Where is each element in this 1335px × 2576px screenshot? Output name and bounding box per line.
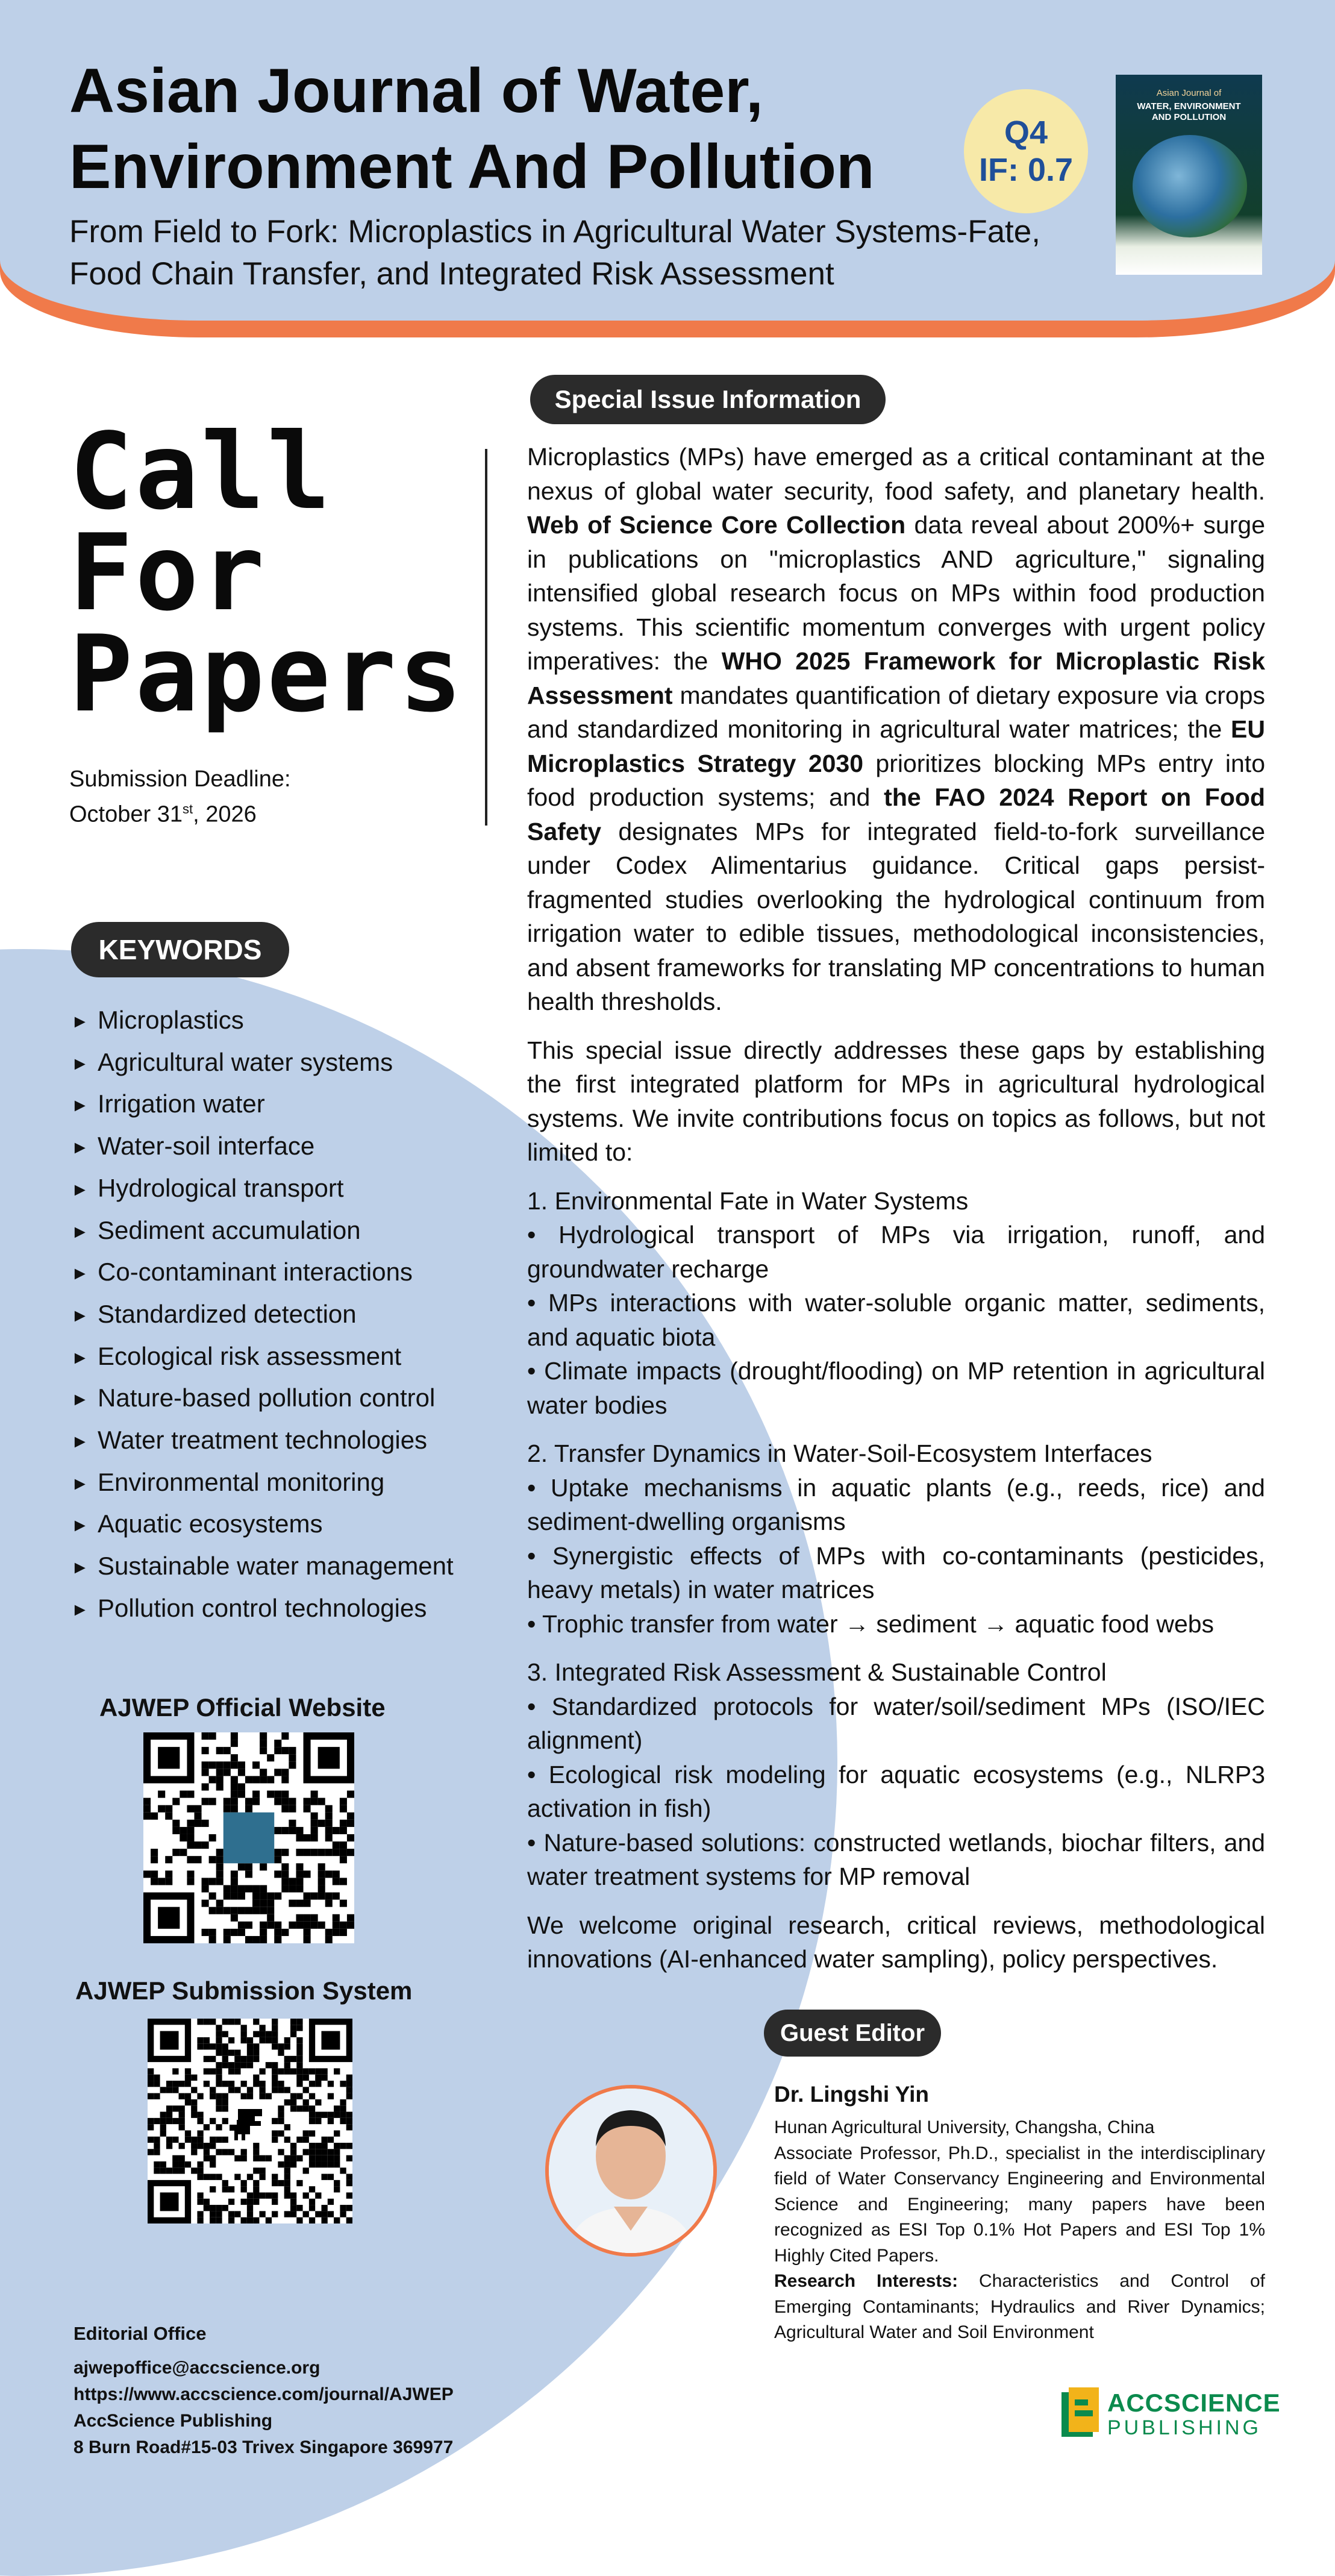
journal-title bbox=[69, 53, 973, 205]
keyword-text: Sustainable water management bbox=[98, 1552, 454, 1581]
editorial-office-heading: Editorial Office bbox=[73, 2323, 207, 2344]
topic-section bbox=[527, 1655, 1265, 1894]
publisher-logo-icon bbox=[1059, 2386, 1101, 2440]
keyword-text: Irrigation water bbox=[98, 1089, 265, 1118]
triangle-bullet-icon: ► bbox=[71, 1221, 89, 1242]
special-issue-body bbox=[527, 440, 1265, 1991]
publisher-name: AccScience Publishing bbox=[73, 2411, 273, 2431]
keyword-item bbox=[71, 1588, 454, 1631]
intro-text-4: prioritizes blocking MPs entry into food production systems; and bbox=[527, 749, 1265, 811]
keyword-item bbox=[71, 1211, 454, 1253]
topic-section-title: 1. Environmental Fate in Water Systems bbox=[527, 1186, 969, 1215]
topic-sections bbox=[527, 1184, 1265, 1894]
guest-editor-affiliation: Hunan Agricultural University, Changsha, China bbox=[774, 2117, 1155, 2137]
column-divider bbox=[485, 449, 487, 826]
triangle-bullet-icon: ► bbox=[71, 1179, 89, 1200]
accscience-logo bbox=[1059, 2386, 1281, 2440]
editorial-url-link[interactable]: https://www.accscience.com/journal/AJWEP bbox=[73, 2384, 454, 2404]
triangle-bullet-icon: ► bbox=[71, 1305, 89, 1326]
keyword-item bbox=[71, 1337, 454, 1379]
topic-bullet-item: • Uptake mechanisms in aquatic plants (e.g., reeds, rice) and sediment-dwelling organisms bbox=[527, 1473, 1265, 1535]
keyword-text: Sediment accumulation bbox=[98, 1215, 361, 1244]
topic-section bbox=[527, 1184, 1265, 1423]
keyword-text: Pollution control technologies bbox=[98, 1593, 427, 1622]
keyword-text: Microplastics bbox=[98, 1006, 244, 1034]
keyword-item bbox=[71, 1000, 454, 1042]
triangle-bullet-icon: ► bbox=[71, 1390, 89, 1410]
topic-section-title: 2. Transfer Dynamics in Water-Soil-Ecosystem Interfaces bbox=[527, 1440, 1152, 1467]
deadline-label: Submission Deadline: bbox=[69, 766, 291, 792]
triangle-bullet-icon: ► bbox=[71, 1347, 89, 1368]
logo-text-line1: ACCSCIENCE bbox=[1107, 2389, 1281, 2417]
journal-cover-image bbox=[1116, 75, 1262, 275]
keyword-text: Aquatic ecosystems bbox=[98, 1509, 323, 1538]
special-issue-title-line1: From Field to Fork: Microplastics in Agricultural Water Systems-Fate, bbox=[69, 214, 1040, 249]
editorial-email-link[interactable]: ajwepoffice@accscience.org bbox=[73, 2358, 320, 2378]
deadline-month: October 31 bbox=[69, 801, 183, 827]
triangle-bullet-icon: ► bbox=[71, 1515, 89, 1536]
cover-title-line3: AND POLLUTION bbox=[1151, 112, 1227, 122]
intro-text-1: Microplastics (MPs) have emerged as a critical contaminant at the nexus of global water security, food safety, and planetary health. bbox=[527, 443, 1265, 505]
special-issue-heading: Special Issue Information bbox=[530, 375, 886, 424]
triangle-bullet-icon: ► bbox=[71, 1473, 89, 1494]
triangle-bullet-icon: ► bbox=[71, 1053, 89, 1074]
keyword-item bbox=[71, 1042, 454, 1085]
keyword-text: Environmental monitoring bbox=[98, 1467, 385, 1496]
deadline-ordinal: st bbox=[183, 801, 193, 816]
keyword-item bbox=[71, 1462, 454, 1505]
cover-title-line2: WATER, ENVIRONMENT bbox=[1137, 101, 1241, 111]
intro-paragraph bbox=[527, 440, 1265, 1019]
intro-bold-eu: EU Microplastics Strategy 2030 bbox=[527, 715, 1265, 777]
editorial-office-details bbox=[73, 2355, 454, 2461]
keyword-item bbox=[71, 1168, 454, 1211]
topic-bullet-item: • Standardized protocols for water/soil/sediment MPs (ISO/IEC alignment) bbox=[527, 1692, 1265, 1754]
keyword-item bbox=[71, 1546, 454, 1588]
guest-editor-description: Associate Professor, Ph.D., specialist in the interdisciplinary field of Water Conservancy Engineering and Environmental Science and Engineering; many papers have been recognized as ESI Top 0.1% Hot Papers and ESI Top 1% Highly Cited Papers. bbox=[774, 2143, 1265, 2266]
triangle-bullet-icon: ► bbox=[71, 1138, 89, 1158]
keyword-item bbox=[71, 1252, 454, 1294]
intro-text-5: designates MPs for integrated field-to-fork surveillance under Codex Alimentarius guidance. Critical gaps persist-fragmented studies overlooking the hydrological continuum from irrigation water to edible tissues, methodological inconsistencies, and absent frameworks for translating MP concentrations to human health thresholds. bbox=[527, 817, 1265, 1015]
intro-bold-who: WHO 2025 Framework for Microplastic Risk Assessment bbox=[527, 647, 1266, 709]
keywords-heading: KEYWORDS bbox=[71, 922, 289, 977]
keyword-item bbox=[71, 1084, 454, 1126]
intro-text-2: data reveal about 200%+ surge in publications on "microplastics AND agriculture," signaling intensified global research focus on MPs within food production systems. This scientific momentum converges with urgent policy imperatives: the bbox=[527, 511, 1265, 675]
keyword-item bbox=[71, 1294, 454, 1337]
deadline-year: , 2026 bbox=[193, 801, 257, 827]
globe-icon bbox=[1133, 135, 1247, 237]
triangle-bullet-icon: ► bbox=[71, 1012, 89, 1032]
cfp-line3: Papers bbox=[69, 613, 465, 736]
research-interests-label: Research Interests: bbox=[774, 2271, 958, 2291]
journal-title-line1: Asian Journal of Water, bbox=[69, 56, 763, 126]
cover-title-lines bbox=[1116, 101, 1262, 123]
intro-bold-wos: Web of Science Core Collection bbox=[527, 511, 906, 539]
logo-text-line2: PUBLISHING bbox=[1107, 2416, 1262, 2439]
topic-section-title: 3. Integrated Risk Assessment & Sustainable Control bbox=[527, 1658, 1107, 1686]
topic-bullet-item: • Ecological risk modeling for aquatic ecosystems (e.g., NLRP3 activation in fish) bbox=[527, 1760, 1265, 1822]
person-icon bbox=[549, 2089, 713, 2253]
cfp-line1: Call bbox=[69, 411, 333, 533]
guest-editor-heading: Guest Editor bbox=[764, 2010, 941, 2057]
keyword-text: Water treatment technologies bbox=[98, 1426, 428, 1455]
cover-title-line1: Asian Journal of bbox=[1156, 88, 1222, 98]
scope-paragraph: This special issue directly addresses these gaps by establishing the first integrated platform for MPs in agricultural hydrological systems. We invite contributions focus on topics as follows, but not limited to: bbox=[527, 1036, 1265, 1166]
intro-text-3: mandates quantification of dietary exposure via crops and standardized monitoring in agricultural water matrices; the bbox=[527, 681, 1265, 743]
keyword-text: Hydrological transport bbox=[98, 1173, 344, 1202]
website-title: AJWEP Official Website bbox=[99, 1693, 386, 1722]
guest-editor-bio bbox=[774, 2115, 1265, 2346]
keyword-text: Standardized detection bbox=[98, 1299, 357, 1328]
impact-factor-badge bbox=[964, 89, 1088, 213]
impact-factor-label: IF: 0.7 bbox=[978, 152, 1074, 188]
triangle-bullet-icon: ► bbox=[71, 1264, 89, 1284]
keyword-item bbox=[71, 1504, 454, 1546]
quartile-label: Q4 bbox=[1004, 114, 1048, 151]
special-issue-title-line2: Food Chain Transfer, and Integrated Risk Assessment bbox=[69, 256, 834, 292]
intro-bold-fao: the FAO 2024 Report on Food Safety bbox=[527, 783, 1265, 845]
topic-section bbox=[527, 1437, 1265, 1641]
submission-qr-code-icon[interactable] bbox=[148, 2019, 352, 2223]
deadline-date bbox=[69, 794, 257, 830]
triangle-bullet-icon: ► bbox=[71, 1095, 89, 1116]
keyword-item bbox=[71, 1126, 454, 1168]
journal-title-line2: Environment And Pollution bbox=[69, 132, 875, 202]
topic-bullet-item: • Trophic transfer from water → sediment → aquatic food webs bbox=[527, 1609, 1215, 1638]
keyword-text: Agricultural water systems bbox=[98, 1047, 393, 1076]
call-for-papers-heading bbox=[69, 411, 465, 736]
guest-editor-name: Dr. Lingshi Yin bbox=[774, 2082, 929, 2107]
triangle-bullet-icon: ► bbox=[71, 1558, 89, 1578]
keyword-text: Nature-based pollution control bbox=[98, 1384, 436, 1412]
keywords-list bbox=[71, 1000, 454, 1631]
topic-bullet-item: • Synergistic effects of MPs with co-contaminants (pesticides, heavy metals) in water matrices bbox=[527, 1541, 1265, 1603]
triangle-bullet-icon: ► bbox=[71, 1599, 89, 1620]
topic-bullet-item: • Hydrological transport of MPs via irrigation, runoff, and groundwater recharge bbox=[527, 1221, 1265, 1283]
triangle-bullet-icon: ► bbox=[71, 1432, 89, 1452]
guest-editor-photo bbox=[545, 2085, 717, 2257]
research-interests-text: Characteristics and Control of Emerging Contaminants; Hydraulics and River Dynamics; Agricultural Water and Soil Environment bbox=[774, 2271, 1265, 2342]
cfp-line2: For bbox=[69, 512, 267, 635]
keyword-text: Water-soil interface bbox=[98, 1132, 315, 1161]
website-qr-code-icon[interactable] bbox=[143, 1732, 354, 1943]
keyword-item bbox=[71, 1420, 454, 1462]
closing-paragraph: We welcome original research, critical reviews, methodological innovations (AI-enhanced water sampling), policy perspectives. bbox=[527, 1911, 1265, 1973]
keyword-item bbox=[71, 1378, 454, 1420]
topic-bullet-item: • MPs interactions with water-soluble organic matter, sediments, and aquatic biota bbox=[527, 1289, 1265, 1351]
keyword-text: Co-contaminant interactions bbox=[98, 1258, 413, 1286]
keyword-text: Ecological risk assessment bbox=[98, 1341, 402, 1370]
topic-bullet-item: • Nature-based solutions: constructed wetlands, biochar filters, and water treatment systems for MP removal bbox=[527, 1828, 1265, 1890]
guest-editor-interests bbox=[774, 2269, 1265, 2346]
special-issue-title bbox=[69, 211, 1093, 295]
topic-bullet-item: • Climate impacts (drought/flooding) on MP retention in agricultural water bodies bbox=[527, 1357, 1265, 1419]
submission-system-title: AJWEP Submission System bbox=[75, 1976, 413, 2005]
publisher-address: 8 Burn Road#15-03 Trivex Singapore 369977 bbox=[73, 2437, 454, 2457]
